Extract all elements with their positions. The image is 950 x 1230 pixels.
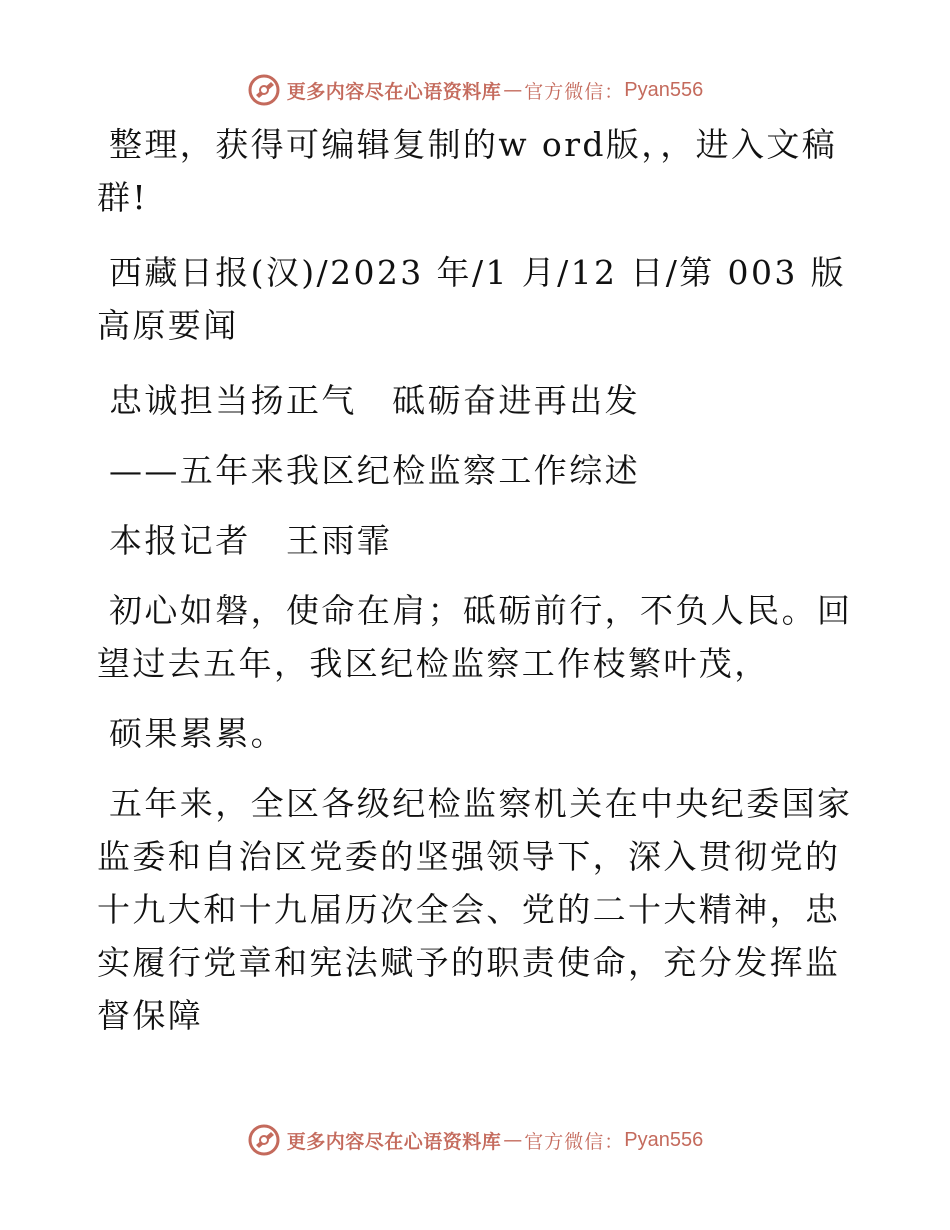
article-title: 忠诚担当扬正气 砥砺奋进再出发 [109,381,640,420]
watermark-separator: — [503,79,523,101]
paragraph-source-line: 西藏日报(汉)/2023 年/1 月/12 日/第 003 版高原要闻 [97,253,847,345]
watermark-banner-top [0,70,950,110]
watermark-wechat-id: Pyan556 [624,78,704,101]
watermark-site-text: 更多内容尽在心语资料库 [286,80,502,103]
article-subtitle: ——五年来我区纪检监察工作综述 [109,451,640,490]
watermark-separator: — [503,1129,523,1151]
watermark-wechat-label: 官方微信： [524,80,625,103]
article-byline: 本报记者 王雨霏 [109,521,393,560]
watermark-wechat-label: 官方微信： [524,1130,625,1153]
paragraph-intro-note: 整理，获得可编辑复制的w ord版，，进入文稿群! [97,125,838,217]
document-body [97,118,857,1042]
paragraph-lead-continued: 硕果累累。 [109,714,286,753]
watermark-logo-icon [247,1123,281,1157]
paragraph-body: 五年来，全区各级纪检监察机关在中央纪委国家监委和自治区党委的坚强领导下，深入贯彻党的十九大和十九届历次全会、党的二十大精神，忠实履行党章和宪法赋予的职责使命，充分发挥监督保障 [97,784,853,1035]
paragraph-lead: 初心如磐，使命在肩；砥砺前行，不负人民。回望过去五年，我区纪检监察工作枝繁叶茂， [97,591,853,683]
watermark-site-text: 更多内容尽在心语资料库 [286,1130,502,1153]
watermark-banner-bottom [0,1120,950,1160]
watermark-wechat-id: Pyan556 [624,1128,704,1151]
watermark-logo-icon [247,73,281,107]
